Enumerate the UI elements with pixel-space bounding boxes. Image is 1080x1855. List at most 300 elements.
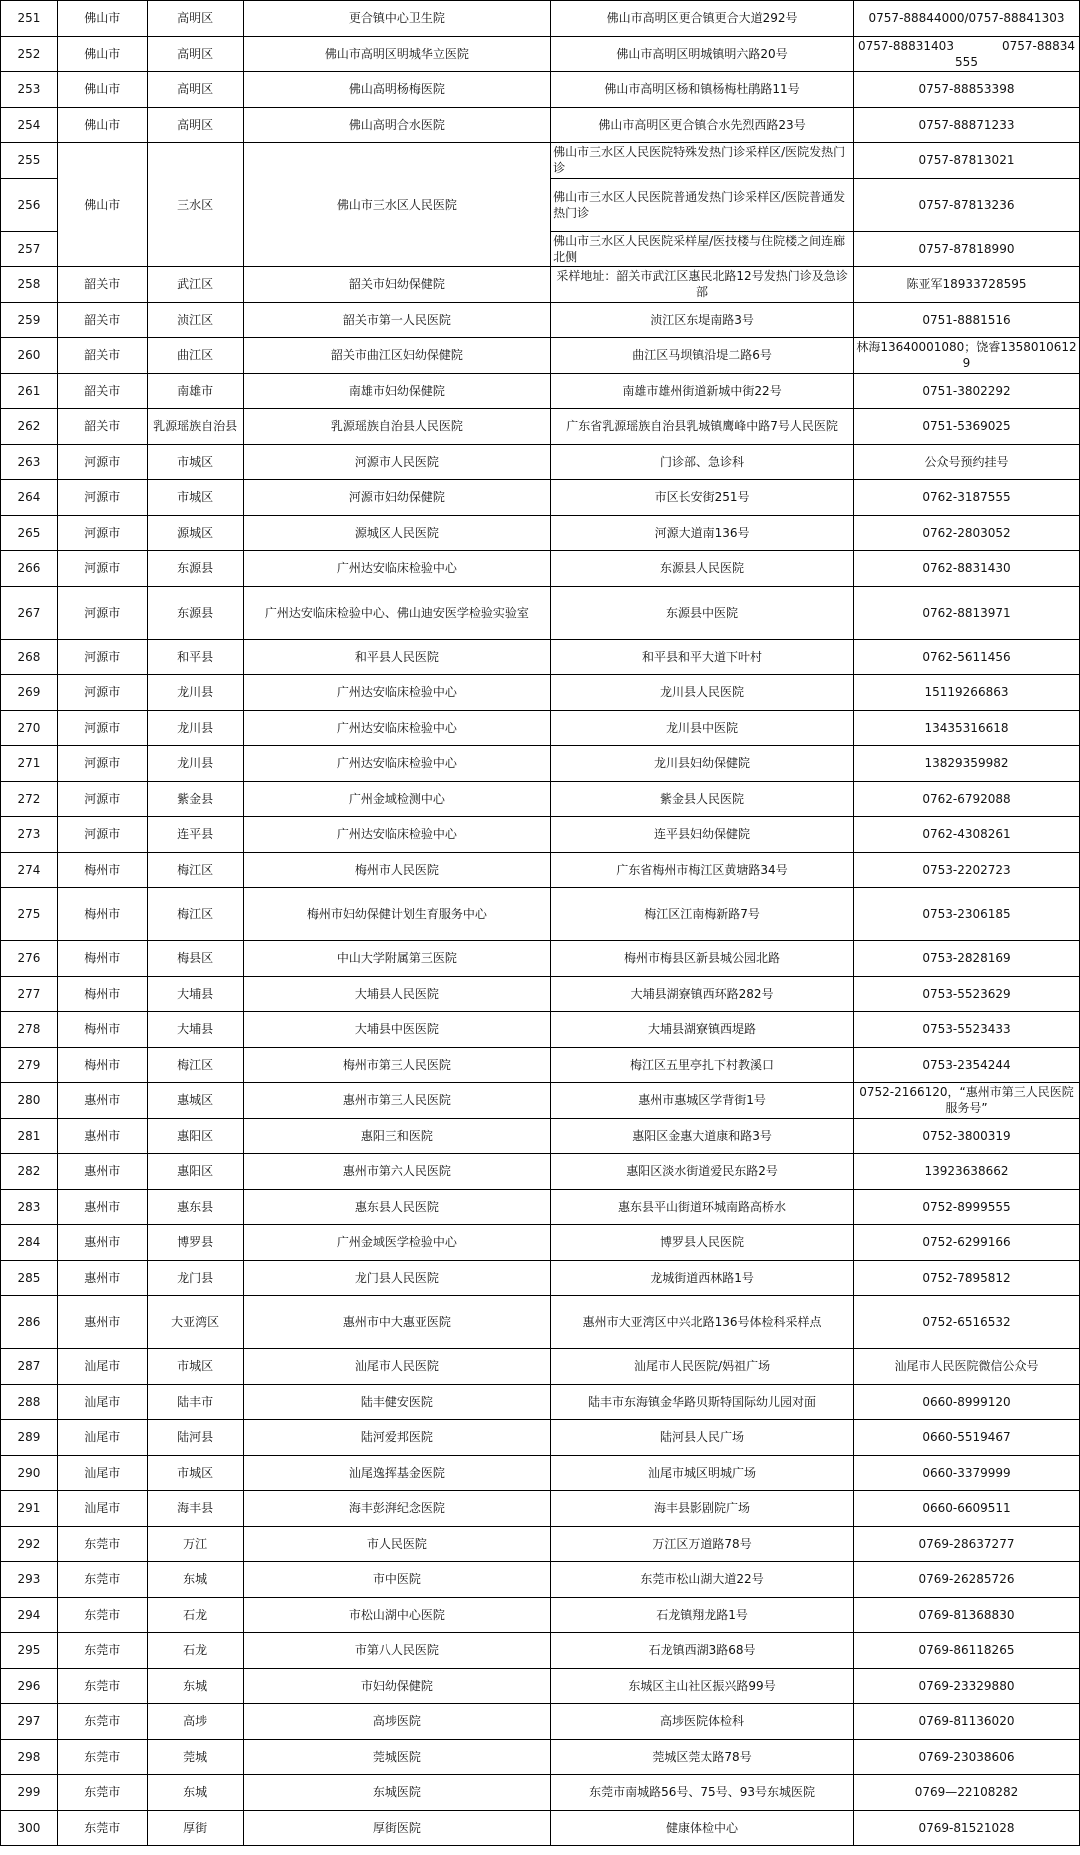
table-row (1, 1296, 1080, 1349)
table-row (1, 1491, 1080, 1527)
phone-cell: 0762-4308261 (854, 817, 1080, 853)
row-number: 257 (1, 231, 58, 267)
phone-cell: 0753-5523433 (854, 1012, 1080, 1048)
city-cell: 韶关市 (57, 267, 147, 303)
phone-cell: 0769-81521028 (854, 1810, 1080, 1846)
table-row (1, 480, 1080, 516)
institution-cell: 东城医院 (243, 1775, 551, 1811)
city-cell: 佛山市 (57, 36, 147, 72)
city-cell: 东莞市 (57, 1597, 147, 1633)
address-cell: 大埔县湖寮镇西堤路 (551, 1012, 854, 1048)
phone-cell: 0753-2828169 (854, 941, 1080, 977)
institution-cell: 广州金域检测中心 (243, 781, 551, 817)
phone-cell: 13435316618 (854, 710, 1080, 746)
address-cell: 和平县和平大道下叶村 (551, 639, 854, 675)
district-cell: 高埗 (147, 1704, 243, 1740)
institution-cell: 梅州市第三人民医院 (243, 1047, 551, 1083)
phone-cell: 0660-3379999 (854, 1455, 1080, 1491)
district-cell: 市城区 (147, 480, 243, 516)
city-cell: 惠州市 (57, 1296, 147, 1349)
phone-cell: 0757-88844000/0757-88841303 (854, 1, 1080, 37)
address-cell: 陆河县人民广场 (551, 1420, 854, 1456)
row-number: 271 (1, 746, 58, 782)
institution-cell: 梅州市妇幼保健计划生育服务中心 (243, 888, 551, 941)
city-cell: 汕尾市 (57, 1455, 147, 1491)
city-cell: 韶关市 (57, 302, 147, 338)
phone-cell: 0752-6516532 (854, 1296, 1080, 1349)
district-cell: 万江 (147, 1526, 243, 1562)
table-row (1, 746, 1080, 782)
row-number: 273 (1, 817, 58, 853)
city-cell: 河源市 (57, 551, 147, 587)
table-row (1, 781, 1080, 817)
district-cell: 乳源瑶族自治县 (147, 409, 243, 445)
phone-cell: 0753-5523629 (854, 976, 1080, 1012)
table-row (1, 1225, 1080, 1261)
table-row (1, 1810, 1080, 1846)
phone-cell: 0757-88831403 0757-88834555 (854, 36, 1080, 72)
address-cell: 惠阳区金惠大道康和路3号 (551, 1118, 854, 1154)
table-row (1, 72, 1080, 108)
district-cell: 东源县 (147, 551, 243, 587)
address-cell: 龙川县人民医院 (551, 675, 854, 711)
table-row (1, 1739, 1080, 1775)
address-cell: 佛山市高明区明城镇明六路20号 (551, 36, 854, 72)
district-cell: 曲江区 (147, 338, 243, 374)
city-cell: 梅州市 (57, 941, 147, 977)
phone-cell: 0752-3800319 (854, 1118, 1080, 1154)
phone-cell: 0769-28637277 (854, 1526, 1080, 1562)
phone-cell: 0751-8881516 (854, 302, 1080, 338)
district-cell: 源城区 (147, 515, 243, 551)
institution-cell: 河源市人民医院 (243, 444, 551, 480)
phone-cell: 0753-2306185 (854, 888, 1080, 941)
phone-cell: 0752-7895812 (854, 1260, 1080, 1296)
district-cell: 龙川县 (147, 746, 243, 782)
table-row (1, 1704, 1080, 1740)
row-number: 300 (1, 1810, 58, 1846)
row-number: 254 (1, 107, 58, 143)
district-cell: 东源县 (147, 586, 243, 639)
institution-cell: 广州金域医学检验中心 (243, 1225, 551, 1261)
district-cell: 大埔县 (147, 1012, 243, 1048)
institution-cell: 更合镇中心卫生院 (243, 1, 551, 37)
city-cell: 梅州市 (57, 976, 147, 1012)
row-number: 285 (1, 1260, 58, 1296)
institution-cell: 陆河爱邦医院 (243, 1420, 551, 1456)
table-row (1, 409, 1080, 445)
address-cell: 佛山市三水区人民医院采样屋/医技楼与住院楼之间连廊北侧 (551, 231, 854, 267)
table-row (1, 1047, 1080, 1083)
row-number: 282 (1, 1154, 58, 1190)
phone-cell: 0769-23038606 (854, 1739, 1080, 1775)
row-number: 265 (1, 515, 58, 551)
district-cell: 东城 (147, 1668, 243, 1704)
phone-cell: 0757-88871233 (854, 107, 1080, 143)
phone-cell: 0753-2354244 (854, 1047, 1080, 1083)
address-cell: 佛山市三水区人民医院普通发热门诊采样区/医院普通发热门诊 (551, 178, 854, 231)
institution-cell: 佛山高明杨梅医院 (243, 72, 551, 108)
district-cell: 紫金县 (147, 781, 243, 817)
row-number: 283 (1, 1189, 58, 1225)
district-cell: 梅县区 (147, 941, 243, 977)
institution-cell: 汕尾市人民医院 (243, 1349, 551, 1385)
table-row (1, 888, 1080, 941)
institution-cell: 惠州市中大惠亚医院 (243, 1296, 551, 1349)
row-number: 296 (1, 1668, 58, 1704)
district-cell: 连平县 (147, 817, 243, 853)
phone-cell: 0660-8999120 (854, 1384, 1080, 1420)
row-number: 293 (1, 1562, 58, 1598)
city-cell: 佛山市 (57, 1, 147, 37)
district-cell: 莞城 (147, 1739, 243, 1775)
row-number: 268 (1, 639, 58, 675)
phone-cell: 0762-3187555 (854, 480, 1080, 516)
institution-cell: 市人民医院 (243, 1526, 551, 1562)
phone-cell: 0762-2803052 (854, 515, 1080, 551)
district-cell: 石龙 (147, 1597, 243, 1633)
table-row (1, 1154, 1080, 1190)
row-number: 264 (1, 480, 58, 516)
district-cell: 惠阳区 (147, 1154, 243, 1190)
city-cell: 东莞市 (57, 1704, 147, 1740)
row-number: 278 (1, 1012, 58, 1048)
phone-cell: 0752-2166120，“惠州市第三人民医院服务号” (854, 1083, 1080, 1119)
city-cell: 汕尾市 (57, 1491, 147, 1527)
row-number: 299 (1, 1775, 58, 1811)
row-number: 253 (1, 72, 58, 108)
city-cell: 东莞市 (57, 1739, 147, 1775)
table-row (1, 1189, 1080, 1225)
address-cell: 博罗县人民医院 (551, 1225, 854, 1261)
institution-cell: 市第八人民医院 (243, 1633, 551, 1669)
city-cell: 东莞市 (57, 1775, 147, 1811)
district-cell: 高明区 (147, 107, 243, 143)
district-cell: 厚街 (147, 1810, 243, 1846)
table-row (1, 551, 1080, 587)
district-cell: 高明区 (147, 72, 243, 108)
district-cell: 龙川县 (147, 710, 243, 746)
address-cell: 市区长安街251号 (551, 480, 854, 516)
institution-cell: 南雄市妇幼保健院 (243, 373, 551, 409)
city-cell: 梅州市 (57, 1012, 147, 1048)
phone-cell: 0769-81136020 (854, 1704, 1080, 1740)
district-cell: 海丰县 (147, 1491, 243, 1527)
district-cell: 东城 (147, 1775, 243, 1811)
phone-cell: 15119266863 (854, 675, 1080, 711)
phone-cell: 0757-87813021 (854, 143, 1080, 179)
phone-cell: 0762-8831430 (854, 551, 1080, 587)
district-cell: 惠城区 (147, 1083, 243, 1119)
district-cell: 浈江区 (147, 302, 243, 338)
table-row (1, 639, 1080, 675)
phone-cell: 汕尾市人民医院微信公众号 (854, 1349, 1080, 1385)
address-cell: 龙城街道西林路1号 (551, 1260, 854, 1296)
institution-cell: 海丰彭湃纪念医院 (243, 1491, 551, 1527)
table-row (1, 143, 1080, 179)
table-row (1, 36, 1080, 72)
city-cell: 韶关市 (57, 373, 147, 409)
institution-cell: 陆丰健安医院 (243, 1384, 551, 1420)
row-number: 281 (1, 1118, 58, 1154)
address-cell: 汕尾市城区明城广场 (551, 1455, 854, 1491)
phone-cell: 0769-23329880 (854, 1668, 1080, 1704)
row-number: 263 (1, 444, 58, 480)
district-cell: 市城区 (147, 1349, 243, 1385)
institution-cell: 梅州市人民医院 (243, 852, 551, 888)
row-number: 259 (1, 302, 58, 338)
table-row (1, 515, 1080, 551)
address-cell: 大埔县湖寮镇西环路282号 (551, 976, 854, 1012)
phone-cell: 0769-86118265 (854, 1633, 1080, 1669)
row-number: 267 (1, 586, 58, 639)
address-cell: 海丰县影剧院广场 (551, 1491, 854, 1527)
address-cell: 曲江区马坝镇沿堤二路6号 (551, 338, 854, 374)
table-row (1, 1668, 1080, 1704)
address-cell: 健康体检中心 (551, 1810, 854, 1846)
phone-cell: 0762-6792088 (854, 781, 1080, 817)
city-cell: 河源市 (57, 480, 147, 516)
table-row (1, 1260, 1080, 1296)
address-cell: 惠东县平山街道环城南路高桥水 (551, 1189, 854, 1225)
phone-cell: 0757-87813236 (854, 178, 1080, 231)
table-row (1, 107, 1080, 143)
address-cell: 佛山市三水区人民医院特殊发热门诊采样区/医院发热门诊 (551, 143, 854, 179)
address-cell: 南雄市雄州街道新城中街22号 (551, 373, 854, 409)
address-cell: 惠州市惠城区学背街1号 (551, 1083, 854, 1119)
institution-cell: 佛山市三水区人民医院 (243, 143, 551, 267)
address-cell: 东城区主山社区振兴路99号 (551, 1668, 854, 1704)
district-cell: 惠东县 (147, 1189, 243, 1225)
row-number: 258 (1, 267, 58, 303)
address-cell: 东源县中医院 (551, 586, 854, 639)
city-cell: 惠州市 (57, 1154, 147, 1190)
district-cell: 龙门县 (147, 1260, 243, 1296)
institution-cell: 惠阳三和医院 (243, 1118, 551, 1154)
city-cell: 东莞市 (57, 1526, 147, 1562)
institution-cell: 佛山市高明区明城华立医院 (243, 36, 551, 72)
institution-cell: 广州达安临床检验中心 (243, 710, 551, 746)
table-row (1, 302, 1080, 338)
city-cell: 汕尾市 (57, 1349, 147, 1385)
district-cell: 梅江区 (147, 888, 243, 941)
institution-cell: 广州达安临床检验中心 (243, 746, 551, 782)
table-row (1, 1526, 1080, 1562)
city-cell: 河源市 (57, 746, 147, 782)
table-row (1, 1349, 1080, 1385)
institution-cell: 高埗医院 (243, 1704, 551, 1740)
city-cell: 梅州市 (57, 852, 147, 888)
row-number: 295 (1, 1633, 58, 1669)
city-cell: 惠州市 (57, 1083, 147, 1119)
phone-cell: 0769—22108282 (854, 1775, 1080, 1811)
row-number: 272 (1, 781, 58, 817)
row-number: 286 (1, 1296, 58, 1349)
city-cell: 韶关市 (57, 338, 147, 374)
address-cell: 万江区万道路78号 (551, 1526, 854, 1562)
institution-cell: 韶关市曲江区妇幼保健院 (243, 338, 551, 374)
row-number: 261 (1, 373, 58, 409)
phone-cell: 0769-81368830 (854, 1597, 1080, 1633)
institution-cell: 乳源瑶族自治县人民医院 (243, 409, 551, 445)
address-cell: 梅州市梅县区新县城公园北路 (551, 941, 854, 977)
table-row (1, 267, 1080, 303)
table-row (1, 586, 1080, 639)
address-cell: 石龙镇翔龙路1号 (551, 1597, 854, 1633)
phone-cell: 0753-2202723 (854, 852, 1080, 888)
district-cell: 高明区 (147, 1, 243, 37)
address-cell: 广东省梅州市梅江区黄塘路34号 (551, 852, 854, 888)
address-cell: 石龙镇西湖3路68号 (551, 1633, 854, 1669)
row-number: 269 (1, 675, 58, 711)
row-number: 270 (1, 710, 58, 746)
city-cell: 河源市 (57, 781, 147, 817)
address-cell: 汕尾市人民医院/妈祖广场 (551, 1349, 854, 1385)
institution-cell: 市松山湖中心医院 (243, 1597, 551, 1633)
table-row (1, 1562, 1080, 1598)
address-cell: 佛山市高明区杨和镇杨梅杜鹃路11号 (551, 72, 854, 108)
address-cell: 河源大道南136号 (551, 515, 854, 551)
row-number: 288 (1, 1384, 58, 1420)
address-cell: 东莞市南城路56号、75号、93号东城医院 (551, 1775, 854, 1811)
row-number: 284 (1, 1225, 58, 1261)
table-row (1, 1012, 1080, 1048)
table-row (1, 976, 1080, 1012)
address-cell: 惠州市大亚湾区中兴北路136号体检科采样点 (551, 1296, 854, 1349)
institution-cell: 源城区人民医院 (243, 515, 551, 551)
table-row (1, 444, 1080, 480)
table-row (1, 852, 1080, 888)
address-cell: 紫金县人民医院 (551, 781, 854, 817)
phone-cell: 0752-6299166 (854, 1225, 1080, 1261)
district-cell: 陆丰市 (147, 1384, 243, 1420)
phone-cell: 0660-6609511 (854, 1491, 1080, 1527)
institution-cell: 市中医院 (243, 1562, 551, 1598)
institution-cell: 厚街医院 (243, 1810, 551, 1846)
row-number: 274 (1, 852, 58, 888)
district-cell: 南雄市 (147, 373, 243, 409)
institution-cell: 莞城医院 (243, 1739, 551, 1775)
institution-cell: 龙门县人民医院 (243, 1260, 551, 1296)
phone-cell: 公众号预约挂号 (854, 444, 1080, 480)
institution-cell: 佛山高明合水医院 (243, 107, 551, 143)
institution-cell: 广州达安临床检验中心 (243, 675, 551, 711)
address-cell: 广东省乳源瑶族自治县乳城镇鹰峰中路7号人民医院 (551, 409, 854, 445)
table-row (1, 373, 1080, 409)
row-number: 291 (1, 1491, 58, 1527)
institution-cell: 广州达安临床检验中心、佛山迪安医学检验实验室 (243, 586, 551, 639)
city-cell: 河源市 (57, 817, 147, 853)
city-cell: 河源市 (57, 710, 147, 746)
address-cell: 陆丰市东海镇金华路贝斯特国际幼儿园对面 (551, 1384, 854, 1420)
row-number: 275 (1, 888, 58, 941)
phone-cell: 0752-8999555 (854, 1189, 1080, 1225)
district-cell: 石龙 (147, 1633, 243, 1669)
district-cell: 三水区 (147, 143, 243, 267)
district-cell: 东城 (147, 1562, 243, 1598)
city-cell: 河源市 (57, 586, 147, 639)
table-row (1, 1597, 1080, 1633)
row-number: 289 (1, 1420, 58, 1456)
row-number: 277 (1, 976, 58, 1012)
address-cell: 惠阳区淡水街道爱民东路2号 (551, 1154, 854, 1190)
district-cell: 博罗县 (147, 1225, 243, 1261)
table-row (1, 1118, 1080, 1154)
phone-cell: 13829359982 (854, 746, 1080, 782)
address-cell: 佛山市高明区更合镇更合大道292号 (551, 1, 854, 37)
phone-cell: 陈亚军18933728595 (854, 267, 1080, 303)
institution-cell: 大埔县中医医院 (243, 1012, 551, 1048)
address-cell: 梅江区江南梅新路7号 (551, 888, 854, 941)
district-cell: 龙川县 (147, 675, 243, 711)
table-row (1, 338, 1080, 374)
address-cell: 东源县人民医院 (551, 551, 854, 587)
city-cell: 惠州市 (57, 1118, 147, 1154)
row-number: 294 (1, 1597, 58, 1633)
table-row (1, 1420, 1080, 1456)
address-cell: 梅江区五里亭扎下村教溪口 (551, 1047, 854, 1083)
district-cell: 高明区 (147, 36, 243, 72)
phone-cell: 0762-8813971 (854, 586, 1080, 639)
city-cell: 东莞市 (57, 1810, 147, 1846)
row-number: 292 (1, 1526, 58, 1562)
city-cell: 韶关市 (57, 409, 147, 445)
row-number: 266 (1, 551, 58, 587)
city-cell: 惠州市 (57, 1225, 147, 1261)
table-row (1, 1455, 1080, 1491)
row-number: 251 (1, 1, 58, 37)
district-cell: 陆河县 (147, 1420, 243, 1456)
table-row (1, 941, 1080, 977)
district-cell: 大亚湾区 (147, 1296, 243, 1349)
city-cell: 河源市 (57, 444, 147, 480)
district-cell: 大埔县 (147, 976, 243, 1012)
institution-cell: 广州达安临床检验中心 (243, 817, 551, 853)
table-row (1, 1633, 1080, 1669)
city-cell: 梅州市 (57, 1047, 147, 1083)
address-cell: 采样地址：韶关市武江区惠民北路12号发热门诊及急诊部 (551, 267, 854, 303)
district-cell: 市城区 (147, 1455, 243, 1491)
institution-cell: 惠东县人民医院 (243, 1189, 551, 1225)
address-cell: 高埗医院体检科 (551, 1704, 854, 1740)
city-cell: 河源市 (57, 675, 147, 711)
district-cell: 惠阳区 (147, 1118, 243, 1154)
institution-cell: 广州达安临床检验中心 (243, 551, 551, 587)
institution-cell: 惠州市第三人民医院 (243, 1083, 551, 1119)
phone-cell: 13923638662 (854, 1154, 1080, 1190)
table-row (1, 1083, 1080, 1119)
city-cell: 河源市 (57, 515, 147, 551)
phone-cell: 0751-3802292 (854, 373, 1080, 409)
city-cell: 汕尾市 (57, 1420, 147, 1456)
row-number: 256 (1, 178, 58, 231)
phone-cell: 0769-26285726 (854, 1562, 1080, 1598)
city-cell: 惠州市 (57, 1260, 147, 1296)
table-row (1, 817, 1080, 853)
address-cell: 龙川县中医院 (551, 710, 854, 746)
city-cell: 梅州市 (57, 888, 147, 941)
institution-cell: 和平县人民医院 (243, 639, 551, 675)
row-number: 287 (1, 1349, 58, 1385)
city-cell: 东莞市 (57, 1633, 147, 1669)
address-cell: 浈江区东堤南路3号 (551, 302, 854, 338)
city-cell: 佛山市 (57, 72, 147, 108)
table-row (1, 675, 1080, 711)
row-number: 260 (1, 338, 58, 374)
row-number: 279 (1, 1047, 58, 1083)
row-number: 297 (1, 1704, 58, 1740)
district-cell: 和平县 (147, 639, 243, 675)
